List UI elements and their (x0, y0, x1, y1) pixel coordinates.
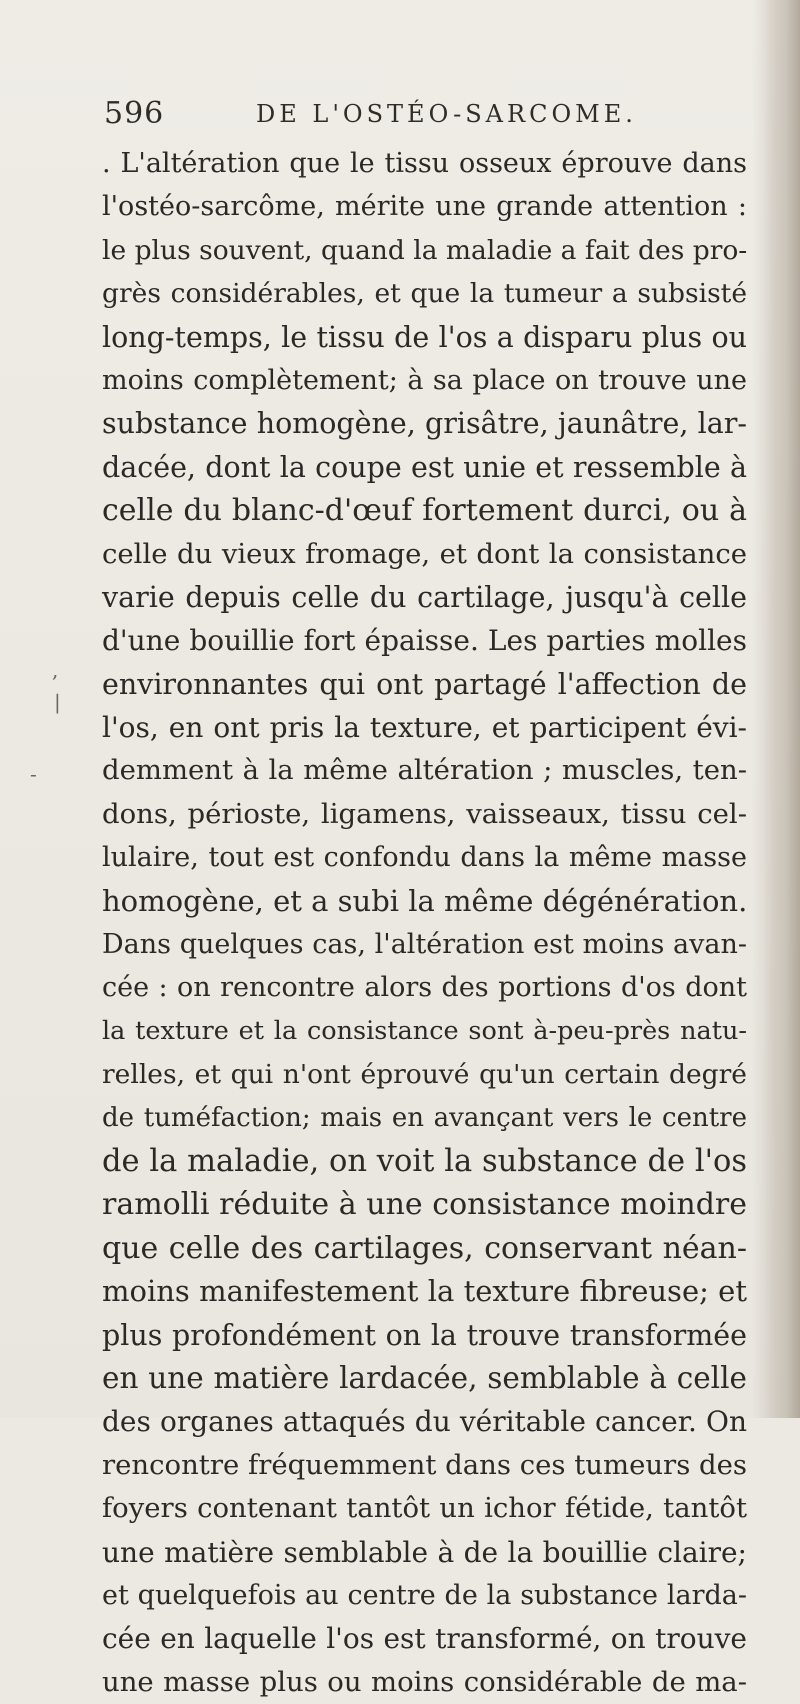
margin-mark: , (52, 658, 59, 682)
text-line: une matière semblable à de la bouillie claire; (102, 1535, 747, 1569)
text-line: foyers contenant tantôt un ichor fétide, tantôt (102, 1492, 747, 1525)
text-line: dons, périoste, ligamens, vaisseaux, tissu cel- (102, 797, 747, 830)
text-line: que celle des cartilages, conservant néan- (102, 1230, 747, 1266)
text-line: moins manifestement la texture fibreuse; et (102, 1274, 747, 1309)
text-line: relles, et qui n'ont éprouvé qu'un certain degré (102, 1059, 747, 1091)
text-line: en une matière lardacée, semblable à celle (102, 1360, 747, 1395)
margin-mark: - (30, 762, 37, 786)
text-line: environnantes qui ont partagé l'affection de (102, 667, 747, 701)
text-line: et quelquefois au centre de la substance larda- (102, 1579, 747, 1611)
text-line: des organes attaqués du véritable cancer. On (102, 1405, 747, 1439)
text-line: rencontre fréquemment dans ces tumeurs des (102, 1448, 748, 1481)
text-line: l'os, en ont pris la texture, et participent évi- (102, 711, 747, 745)
text-line: d'une bouillie fort épaisse. Les parties molles (102, 624, 747, 658)
text-line: demment à la même altération ; muscles, ten- (102, 754, 747, 787)
text-line: cée : on rencontre alors des portions d'os dont (102, 972, 747, 1004)
text-line: substance homogène, grisâtre, jaunâtre, lar- (102, 407, 747, 441)
text-line: lulaire, tout est confondu dans la même masse (102, 842, 747, 874)
text-line: moins complètement; à sa place on trouve une (102, 364, 747, 396)
page-number: 596 (104, 96, 165, 131)
text-line: cée en laquelle l'os est transformé, on trouve (102, 1622, 747, 1656)
text-line: long-temps, le tissu de l'os a disparu plus ou (102, 320, 747, 354)
text-line: celle du blanc-d'œuf fortement durci, ou à (102, 493, 747, 529)
page-header (104, 96, 664, 136)
text-line: . L'altération que le tissu osseux éprouve dans (102, 148, 747, 179)
page-edge-shadow (764, 0, 800, 1418)
text-line: ramolli réduite à une consistance moindre (102, 1187, 747, 1223)
text-line: de la maladie, on voit la substance de l'os (102, 1143, 747, 1179)
text-line: celle du vieux fromage, et dont la consistance (102, 537, 747, 570)
text-line: plus profondément on la trouve transformée (102, 1318, 747, 1352)
running-title: DE L'OSTÉO-SARCOME. (256, 100, 637, 128)
text-line: varie depuis celle du cartilage, jusqu'à celle (102, 580, 747, 614)
text-line: une masse plus ou moins considérable de ma- (102, 1665, 747, 1698)
body-text (102, 142, 747, 1704)
text-line: le plus souvent, quand la maladie a fait des pro- (102, 234, 748, 266)
margin-mark: | (54, 690, 61, 714)
text-line: la texture et la consistance sont à-peu-près natu- (102, 1015, 747, 1046)
text-line: de tuméfaction; mais en avançant vers le centre (102, 1102, 747, 1133)
text-line: grès considérables, et que la tumeur a subsisté (102, 278, 747, 310)
text-line: homogène, et a subi la même dégénération. (102, 883, 748, 918)
text-line: Dans quelques cas, l'altération est moins avan- (102, 929, 747, 961)
text-line: l'ostéo-sarcôme, mérite une grande attention : (102, 191, 747, 223)
text-line: dacée, dont la coupe est unie et ressemble à (102, 450, 747, 484)
